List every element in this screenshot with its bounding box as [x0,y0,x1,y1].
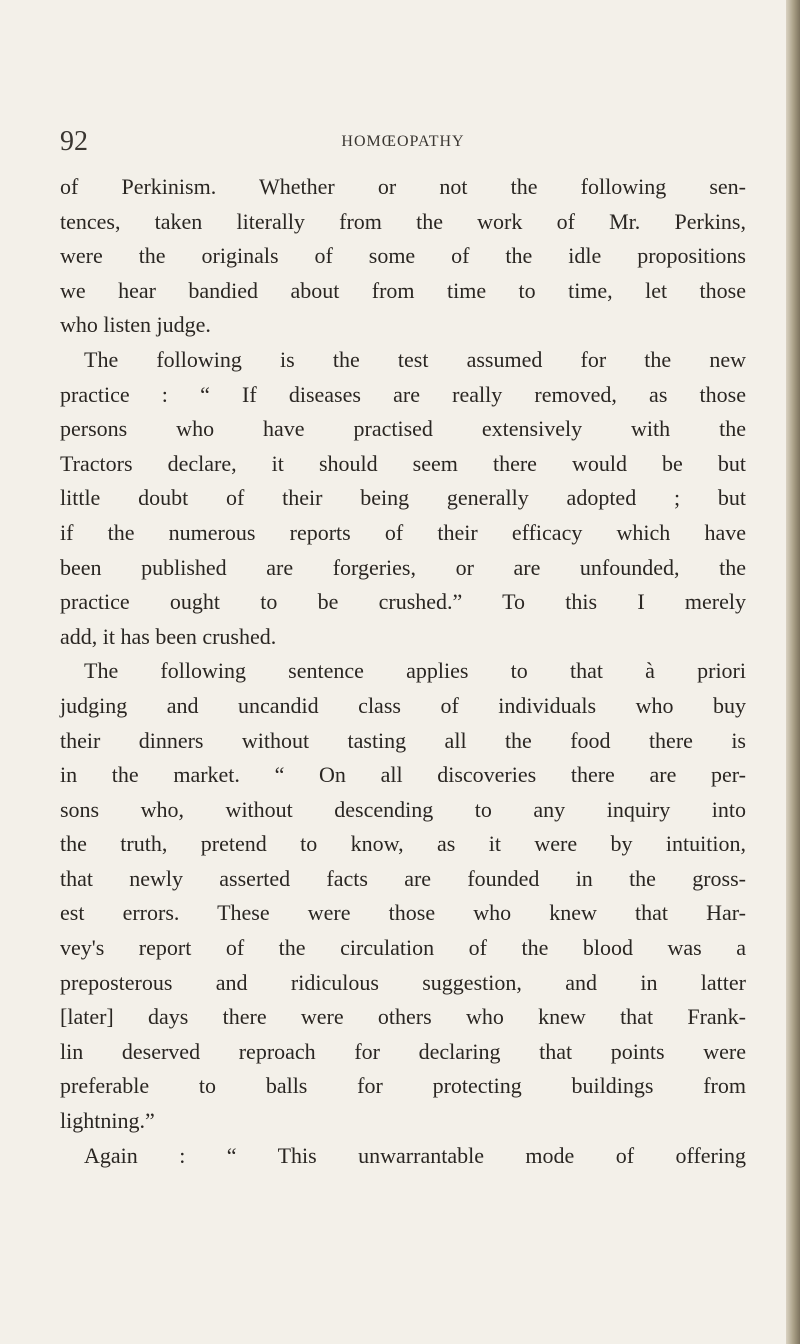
text-line: that newly asserted facts are founded in the gross- [60,865,746,891]
text-line: add, it has been crushed. [60,623,277,649]
body-text [60,170,746,1173]
text-line: [later] days there were others who knew that Frank- [60,1004,746,1030]
text-line: their dinners without tasting all the food there is [60,727,746,753]
text-line: in the market. “ On all discoveries there are per- [60,762,746,788]
text-line: the truth, pretend to know, as it were by intuition, [60,831,746,857]
text-line: practice : “ If diseases are really removed, as those [60,381,746,407]
text-line: preposterous and ridiculous suggestion, and in latter [60,969,746,995]
text-line: were the originals of some of the idle propositions [60,243,746,269]
text-line: we hear bandied about from time to time, let those [60,277,746,303]
text-line: The following is the test assumed for the new [84,346,746,372]
text-line: practice ought to be crushed.” To this I merely [60,589,746,615]
text-line: lin deserved reproach for declaring that points were [60,1038,746,1064]
text-line: vey's report of the circulation of the blood was a [60,935,746,961]
text-line: preferable to balls for protecting buildings from [60,1073,746,1099]
text-line: Tractors declare, it should seem there would be but [60,450,746,476]
text-line: if the numerous reports of their efficacy which have [60,519,746,545]
text-line: judging and uncandid class of individuals who buy [60,692,746,718]
text-line: been published are forgeries, or are unfounded, the [60,554,746,580]
text-line: The following sentence applies to that à priori [84,658,746,684]
text-line: est errors. These were those who knew that Har- [60,900,746,926]
running-title: HOMŒOPATHY [341,133,465,150]
page-number: 92 [60,126,88,157]
page-header [60,127,746,157]
text-line: little doubt of their being generally adopted ; but [60,485,746,511]
page-edge [786,0,800,1344]
text-line: sons who, without descending to any inquiry into [60,796,746,822]
text-line: who listen judge. [60,312,211,338]
text-line: lightning.” [60,1108,155,1134]
text-line: persons who have practised extensively with the [60,416,746,442]
text-line: Again : “ This unwarrantable mode of offering [84,1142,746,1168]
text-line: of Perkinism. Whether or not the following sen- [60,174,746,199]
text-line: tences, taken literally from the work of Mr. Perkins, [60,208,746,234]
